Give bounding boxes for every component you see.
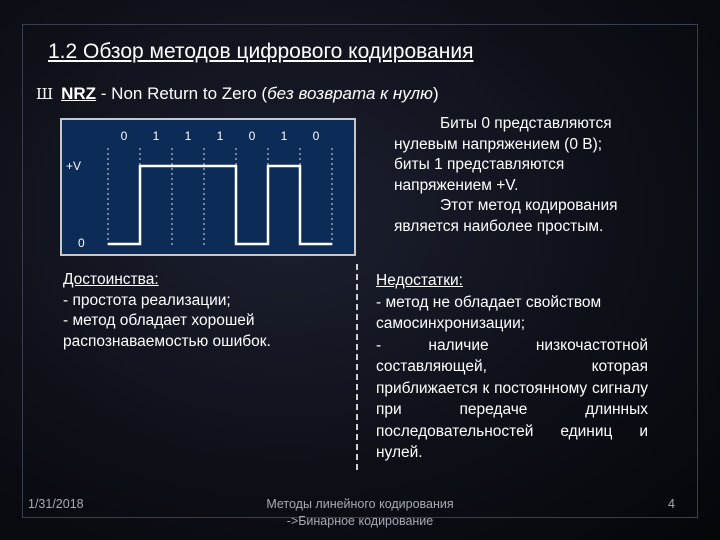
column-divider <box>356 264 358 470</box>
disadvantages-block <box>376 270 648 464</box>
description-line-zero-bits: Биты 0 представляются нулевым напряжением (0 В); <box>394 115 612 153</box>
nrz-term: NRZ <box>61 84 97 103</box>
disadvantage-item: - метод не обладает свойством самосинхронизации; <box>376 293 602 332</box>
bit-label: 1 <box>184 129 192 143</box>
nrz-waveform-diagram <box>60 118 356 256</box>
bullet-icon: Ш <box>36 85 54 103</box>
description-line-simplicity: Этот метод кодирования является наиболее простым. <box>394 197 618 235</box>
zero-level-label: 0 <box>78 236 85 250</box>
footer-date: 1/31/2018 <box>28 497 84 511</box>
advantage-item: - метод обладает хорошей распознаваемостью ошибок. <box>63 312 271 350</box>
nrz-translation: без возврата к нулю <box>267 84 433 103</box>
advantages-block <box>63 270 335 352</box>
nrz-expansion: - Non Return to Zero ( <box>96 84 268 103</box>
nrz-waveform-svg <box>62 120 354 254</box>
bit-label: 0 <box>248 129 256 143</box>
disadvantages-heading: Недостатки: <box>376 272 463 289</box>
footer-caption-line2: ->Бинарное кодирование <box>286 514 434 528</box>
bit-label: 1 <box>280 129 288 143</box>
bit-label: 0 <box>120 129 128 143</box>
bit-label: 0 <box>312 129 320 143</box>
method-description <box>394 114 650 237</box>
slide-subtitle <box>36 84 439 104</box>
footer-page-number: 4 <box>668 497 675 511</box>
description-line-one-bits: биты 1 представляются напряжением +V. <box>394 156 565 194</box>
bit-label: 1 <box>216 129 224 143</box>
footer-caption-line1: Методы линейного кодирования <box>266 497 454 511</box>
nrz-signal-line <box>108 166 332 244</box>
footer-caption <box>230 496 490 530</box>
slide-title: 1.2 Обзор методов цифрового кодирования <box>48 40 474 63</box>
disadvantage-item: - наличие низкочастотной составляющей, которая приближается к постоянному сигналу при передаче длинных последовательностей единиц и нулей. <box>376 336 648 461</box>
bit-label: 1 <box>152 129 160 143</box>
advantage-item: - простота реализации; <box>63 291 231 309</box>
advantages-heading: Достоинства: <box>63 271 159 288</box>
subtitle-close: ) <box>432 84 439 103</box>
high-level-label: +V <box>66 159 82 173</box>
